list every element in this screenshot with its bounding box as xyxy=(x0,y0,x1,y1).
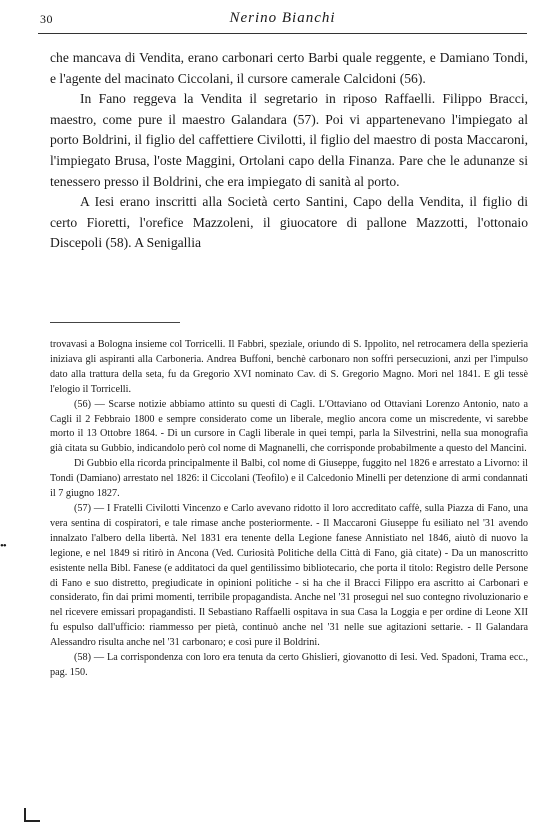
body-paragraph: A Iesi erano inscritti alla Società certo Santini, Capo della Vendita, il figlio di certo Fioretti, l'orefice Mazzoleni, il giuocatore di pallone Mazzotti, l'ottonaio Discepoli (58). A Senigallia xyxy=(50,194,528,251)
footnote-57: (57) — I Fratelli Civilotti Vincenzo e Carlo avevano ridotto il loro accreditato caffè, sulla Piazza di Fano, una vera sentina di cospiratori, e tale rimase anche posteriormente. - Il Maccaroni Giuseppe fu esiliato nel '31 avendo innalzato l'albero della libertà. Nel 1831 era tenente della Legione fanese Annistiato nel 1846, aiutò di nuovo la legione, e nel 1849 si ritirò in Ancona (Ved. Curiosità Politiche della Città di Fano, già citate) - Da un manoscritto esistente nella Bibl. Fanese (e addìtatoci da quel gentilissimo bibliotecario, che porta il titolo: Registro delle Persone di Fano e suo distretto, pregiudicate in opinioni politiche - si ha che il Bracci Filippo era ascritto ai Carbonari e considerato, fin dai primi momenti, terribile propagandista. Anche nel '31 prosegui nel suo contegno rivoluzionario e nel ricevere emissari propagandisti. Il Sebastiano Raffaelli ospitava in sua Casa la Loggia e per ordine di Leone XII fu espulso dall'ufficio: riammesso per pietà, continuò anche nel '31 nelle sue agitazioni settarie. - Il Galandara Alessandro risulta anche nel '31 carbonaro; e così pure il Boldrini. xyxy=(50,502,528,649)
footnote-56: (56) — Scarse notizie abbiamo attinto su questi di Cagli. L'Ottaviano od Ottaviani Lorenzo Antonio, nato a Cagli il 2 Febbraio 1800 e sempre considerato come un liberale, meglio ancora come un miscredente, vi sarebbe morto il 13 Ottobre 1864. - Di un cursore in Cagli liberale in quei tempi, parla la Silvestrini, nella sua monografia già citata su Gubbio, indicandolo però col nome di Magnanelli, che corrisponde probabilmente a questo del Mancini. xyxy=(50,398,528,455)
footnote-continuation: trovavasi a Bologna insieme col Torricelli. Il Fabbri, speziale, oriundo di S. Ippolito, nel retrocamera della spezieria iniziava gli aspiranti alla Carboneria. Andrea Buffoni, benchè carbonaro non soffrì persecuzioni, anzi per l'impulso dato alla trattura della seta, fu da Gregorio XVI nominato Cav. di S. Gregorio Magno. Morì nel 1841. E gli tessè l'elogio il Torricelli. xyxy=(50,339,528,395)
footnote-rule xyxy=(50,322,180,323)
page-header xyxy=(40,10,525,32)
body-paragraph: In Fano reggeva la Vendita il segretario in riposo Raffaelli. Filippo Bracci, maestro, come pure il maestro Galandara (57). Poi vi appartenevano l'impiegato al porto Boldrini, il figlio del caffettiere Civilotti, il figlio del maestro di posta Maccaroni, l'impiegato Brusa, l'oste Maggini, Ortolani capo della Finanza. Pare che le adunanze si tenessero presso il Boldrini, che era impiegato di sanità al porto. xyxy=(50,91,528,189)
running-head: Nerino Bianchi xyxy=(229,10,336,26)
corner-mark xyxy=(24,808,40,822)
footnotes xyxy=(50,338,528,681)
header-rule xyxy=(38,33,527,34)
footnote-58: (58) — La corrispondenza con loro era tenuta da certo Ghislieri, giovanotto di Iesi. Ved. Spadoni, Trama ecc., pag. 150. xyxy=(50,652,528,678)
footnote-56-cont: Di Gubbio ella ricorda principalmente il Balbi, col nome di Giuseppe, fuggito nel 1826 e arrestato a Livorno: il Tondi (Damiano) arrestato nel 1826: il Ciccolani (Teofilo) e il Calcedonio Minelli per detenzione di armi condannati il 7 giugno 1827. xyxy=(50,458,528,500)
margin-mark: •• xyxy=(0,540,6,552)
body-paragraph: che mancava di Vendita, erano carbonari certo Barbi quale reggente, e Damiano Tondi, e l'agente del macinato Ciccolani, il cursore camerale Calcidoni (56). xyxy=(50,50,528,86)
page-number: 30 xyxy=(40,12,53,26)
main-text xyxy=(50,48,528,254)
